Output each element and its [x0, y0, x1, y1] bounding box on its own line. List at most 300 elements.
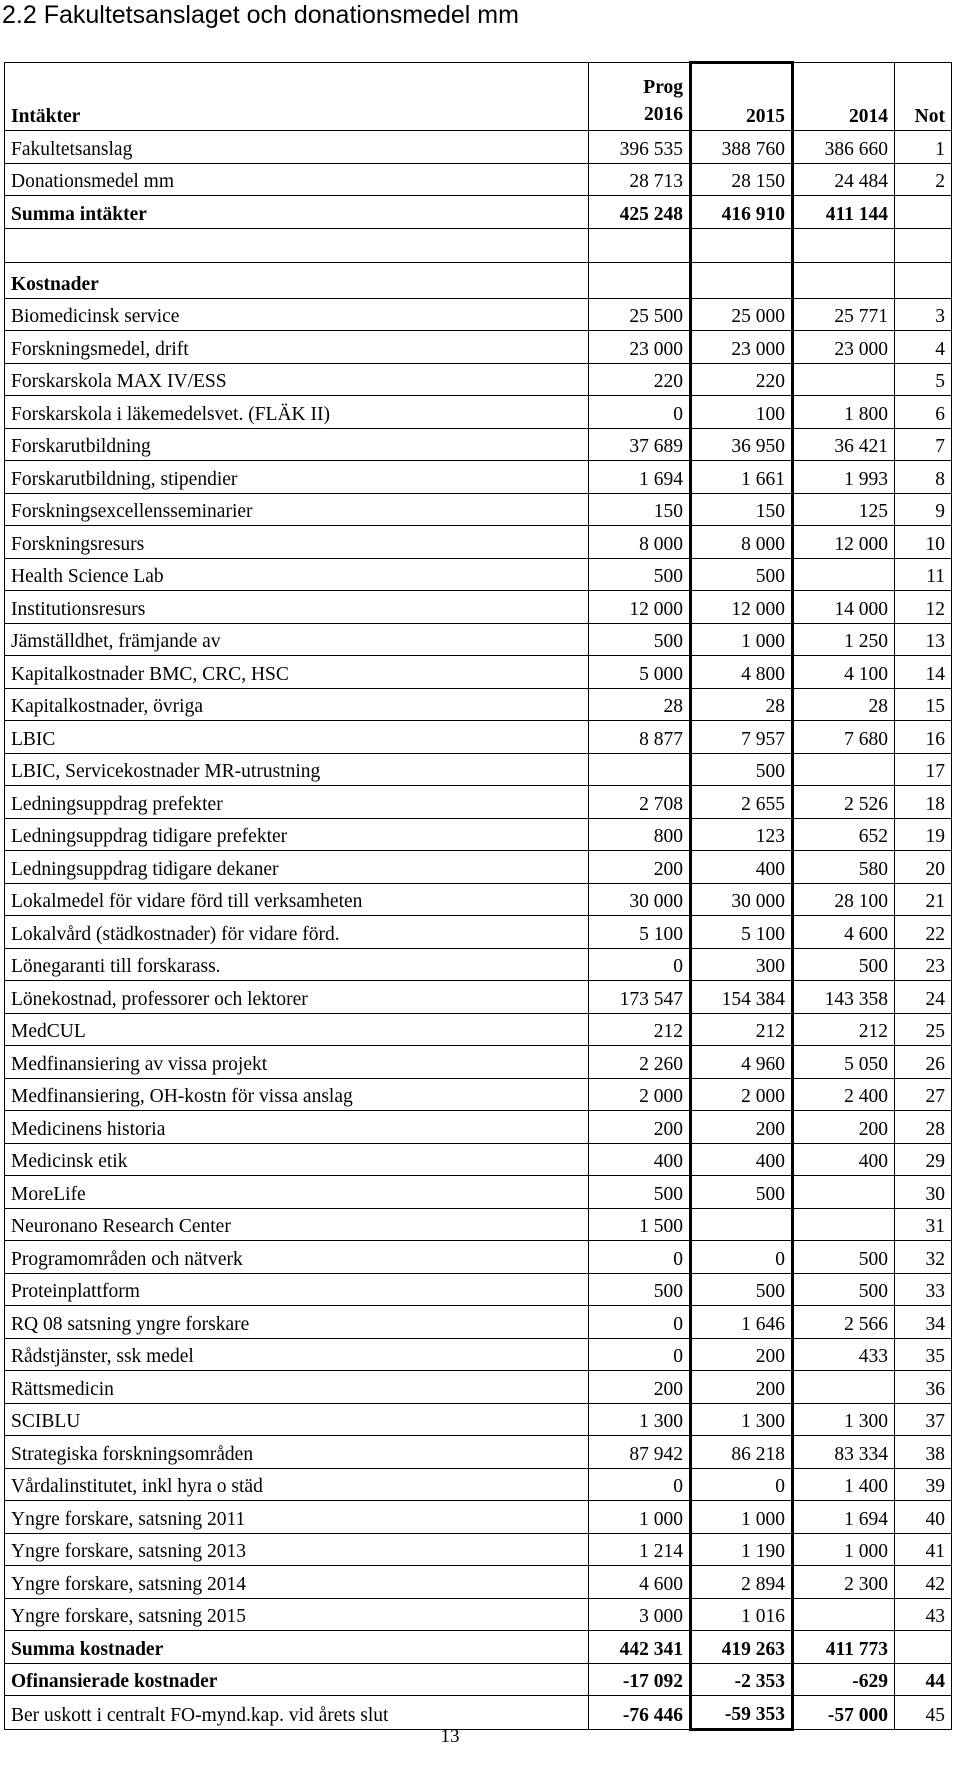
value-not: 34	[895, 1306, 952, 1339]
value-2015: 300	[691, 948, 793, 981]
value-2014: 14 000	[793, 591, 895, 624]
blank-cell	[793, 228, 895, 262]
row-label: Yngre forskare, satsning 2013	[5, 1533, 589, 1566]
income-row	[5, 131, 952, 164]
value-2014: 28	[793, 688, 895, 721]
row-label: Forskarutbildning, stipendier	[5, 461, 589, 494]
value-not: 45	[895, 1696, 952, 1730]
row-label: Medfinansiering, OH-kostn för vissa anslag	[5, 1078, 589, 1111]
value-not: 30	[895, 1176, 952, 1209]
value-not: 3	[895, 298, 952, 331]
value-prog-2016: 500	[589, 623, 691, 656]
spacer-row	[5, 228, 952, 262]
value-2015: 500	[691, 1176, 793, 1209]
value-2014: 83 334	[793, 1436, 895, 1469]
row-label: Forskningsresurs	[5, 526, 589, 559]
value-prog-2016: 1 214	[589, 1533, 691, 1566]
row-label: Biomedicinsk service	[5, 298, 589, 331]
value-prog-2016: 30 000	[589, 883, 691, 916]
cost-row	[5, 883, 952, 916]
income-row	[5, 163, 952, 196]
cost-row	[5, 396, 952, 429]
budget-table-body	[5, 63, 952, 1730]
value-prog-2016: 442 341	[589, 1631, 691, 1664]
row-label: LBIC, Servicekostnader MR-utrustning	[5, 753, 589, 786]
value-2015: -59 353	[691, 1696, 793, 1730]
value-not: 42	[895, 1566, 952, 1599]
cost-row	[5, 1403, 952, 1436]
cost-row	[5, 753, 952, 786]
value-2015: 23 000	[691, 331, 793, 364]
value-not: 12	[895, 591, 952, 624]
cost-row	[5, 363, 952, 396]
row-label: Lokalmedel för vidare förd till verksamheten	[5, 883, 589, 916]
value-2015: 400	[691, 1143, 793, 1176]
table-header-row	[5, 63, 952, 131]
row-label: Ofinansierade kostnader	[5, 1663, 589, 1696]
value-2014: 500	[793, 1273, 895, 1306]
row-label: Forskarutbildning	[5, 428, 589, 461]
value-prog-2016: 25 500	[589, 298, 691, 331]
value-prog-2016: 500	[589, 1273, 691, 1306]
row-label: Forskningsmedel, drift	[5, 331, 589, 364]
value-2015: 400	[691, 851, 793, 884]
cost-row	[5, 428, 952, 461]
row-label: Forskarskola MAX IV/ESS	[5, 363, 589, 396]
header-prog: Prog	[643, 77, 683, 98]
value-2014: 1 400	[793, 1468, 895, 1501]
value-prog-2016: 200	[589, 1371, 691, 1404]
value-prog-2016: 0	[589, 1338, 691, 1371]
value-not: 39	[895, 1468, 952, 1501]
value-2015: 8 000	[691, 526, 793, 559]
row-label: Programområden och nätverk	[5, 1241, 589, 1274]
value-2015: 2 000	[691, 1078, 793, 1111]
header-prog-2016	[589, 63, 691, 131]
row-label: Yngre forskare, satsning 2014	[5, 1566, 589, 1599]
cost-row	[5, 1241, 952, 1274]
row-label: Proteinplattform	[5, 1273, 589, 1306]
value-2014	[793, 753, 895, 786]
value-not: 33	[895, 1273, 952, 1306]
row-label: Summa intäkter	[5, 196, 589, 229]
row-label: Rådstjänster, ssk medel	[5, 1338, 589, 1371]
cost-row	[5, 591, 952, 624]
value-2015: 1 190	[691, 1533, 793, 1566]
value-prog-2016: 800	[589, 818, 691, 851]
value-not: 9	[895, 493, 952, 526]
value-2014: 25 771	[793, 298, 895, 331]
value-2015: 2 894	[691, 1566, 793, 1599]
value-not: 11	[895, 558, 952, 591]
section-heading: 2.2 Fakultetsanslaget och donationsmedel mm	[2, 1, 519, 29]
row-label: Medicinsk etik	[5, 1143, 589, 1176]
row-label: Ledningsuppdrag tidigare dekaner	[5, 851, 589, 884]
value-prog-2016: -17 092	[589, 1663, 691, 1696]
value-prog-2016: 1 694	[589, 461, 691, 494]
value-prog-2016: 200	[589, 851, 691, 884]
value-2014: 125	[793, 493, 895, 526]
value-2015: 7 957	[691, 721, 793, 754]
value-prog-2016: 5 000	[589, 656, 691, 689]
value-2014: 200	[793, 1111, 895, 1144]
cost-row	[5, 1306, 952, 1339]
row-label: Medicinens historia	[5, 1111, 589, 1144]
value-2015: 1 646	[691, 1306, 793, 1339]
value-2015: 2 655	[691, 786, 793, 819]
value-not: 36	[895, 1371, 952, 1404]
value-prog-2016: 0	[589, 1468, 691, 1501]
cost-row	[5, 1111, 952, 1144]
cost-row	[5, 916, 952, 949]
value-not: 8	[895, 461, 952, 494]
value-not: 17	[895, 753, 952, 786]
value-2014: 28 100	[793, 883, 895, 916]
value-not: 7	[895, 428, 952, 461]
header-2014: 2014	[793, 63, 895, 131]
value-not: 26	[895, 1046, 952, 1079]
value-2015: 200	[691, 1338, 793, 1371]
cost-row	[5, 298, 952, 331]
row-label: SCIBLU	[5, 1403, 589, 1436]
value-not: 24	[895, 981, 952, 1014]
value-2014: 1 000	[793, 1533, 895, 1566]
cost-row	[5, 1436, 952, 1469]
value-2015	[691, 1208, 793, 1241]
header-not: Not	[895, 63, 952, 131]
value-not: 31	[895, 1208, 952, 1241]
cost-row	[5, 623, 952, 656]
value-2014	[793, 558, 895, 591]
cost-row	[5, 526, 952, 559]
row-label: Ledningsuppdrag prefekter	[5, 786, 589, 819]
blank-cell	[589, 262, 691, 298]
value-not: 32	[895, 1241, 952, 1274]
costs-heading-row	[5, 262, 952, 298]
value-2014: 2 400	[793, 1078, 895, 1111]
value-not	[895, 1631, 952, 1664]
value-2014: 23 000	[793, 331, 895, 364]
value-prog-2016: 37 689	[589, 428, 691, 461]
cost-row	[5, 1143, 952, 1176]
value-2014	[793, 1371, 895, 1404]
cost-row	[5, 493, 952, 526]
value-prog-2016: 0	[589, 1241, 691, 1274]
value-prog-2016: 1 000	[589, 1501, 691, 1534]
value-2014: 212	[793, 1013, 895, 1046]
value-2014	[793, 1208, 895, 1241]
value-prog-2016: 220	[589, 363, 691, 396]
value-not: 22	[895, 916, 952, 949]
value-not: 15	[895, 688, 952, 721]
cost-row	[5, 1371, 952, 1404]
cost-row	[5, 1176, 952, 1209]
row-label: Forskarskola i läkemedelsvet. (FLÄK II)	[5, 396, 589, 429]
blank-cell	[589, 228, 691, 262]
page-number: 13	[440, 1726, 460, 1747]
value-prog-2016: 87 942	[589, 1436, 691, 1469]
summary-row	[5, 1663, 952, 1696]
value-prog-2016: 28 713	[589, 163, 691, 196]
value-prog-2016: 200	[589, 1111, 691, 1144]
value-2014: 5 050	[793, 1046, 895, 1079]
row-label: Neuronano Research Center	[5, 1208, 589, 1241]
value-2014	[793, 1176, 895, 1209]
value-2014: 36 421	[793, 428, 895, 461]
value-2014: -57 000	[793, 1696, 895, 1730]
row-label: Kapitalkostnader BMC, CRC, HSC	[5, 656, 589, 689]
value-2015: 150	[691, 493, 793, 526]
value-2014	[793, 1598, 895, 1631]
value-not: 27	[895, 1078, 952, 1111]
value-not: 6	[895, 396, 952, 429]
value-2014: 1 250	[793, 623, 895, 656]
row-label: MedCUL	[5, 1013, 589, 1046]
value-2015: 123	[691, 818, 793, 851]
value-not: 38	[895, 1436, 952, 1469]
value-2014: 580	[793, 851, 895, 884]
value-2015: 200	[691, 1371, 793, 1404]
cost-row	[5, 1273, 952, 1306]
row-label: Ber uskott i centralt FO-mynd.kap. vid årets slut	[5, 1696, 589, 1730]
value-2015: 28	[691, 688, 793, 721]
value-prog-2016: 173 547	[589, 981, 691, 1014]
row-label: Fakultetsanslag	[5, 131, 589, 164]
value-prog-2016: 425 248	[589, 196, 691, 229]
value-prog-2016: 0	[589, 948, 691, 981]
row-label: Kapitalkostnader, övriga	[5, 688, 589, 721]
row-label: Lönegaranti till forskarass.	[5, 948, 589, 981]
value-2015: 5 100	[691, 916, 793, 949]
value-2015: 500	[691, 1273, 793, 1306]
value-not: 23	[895, 948, 952, 981]
value-prog-2016: 0	[589, 396, 691, 429]
value-2015: 220	[691, 363, 793, 396]
value-2015: 154 384	[691, 981, 793, 1014]
cost-row	[5, 656, 952, 689]
value-prog-2016: -76 446	[589, 1696, 691, 1730]
value-2015: 25 000	[691, 298, 793, 331]
value-2014: 2 526	[793, 786, 895, 819]
row-label: Vårdalinstitutet, inkl hyra o städ	[5, 1468, 589, 1501]
value-not: 4	[895, 331, 952, 364]
row-label: Lokalvård (städkostnader) för vidare förd.	[5, 916, 589, 949]
value-2015: 200	[691, 1111, 793, 1144]
value-not: 18	[895, 786, 952, 819]
value-not: 29	[895, 1143, 952, 1176]
row-label: Yngre forskare, satsning 2011	[5, 1501, 589, 1534]
income-total-row	[5, 196, 952, 229]
value-prog-2016: 2 000	[589, 1078, 691, 1111]
value-2014: 4 100	[793, 656, 895, 689]
header-2016: 2016	[644, 104, 683, 125]
value-2015: 28 150	[691, 163, 793, 196]
value-prog-2016: 8 000	[589, 526, 691, 559]
value-2015: -2 353	[691, 1663, 793, 1696]
value-prog-2016: 0	[589, 1306, 691, 1339]
value-2014: 1 993	[793, 461, 895, 494]
value-prog-2016	[589, 753, 691, 786]
row-label: Yngre forskare, satsning 2015	[5, 1598, 589, 1631]
value-2014: 500	[793, 948, 895, 981]
cost-row	[5, 1078, 952, 1111]
row-label: Jämställdhet, främjande av	[5, 623, 589, 656]
value-not: 14	[895, 656, 952, 689]
header-2015: 2015	[691, 63, 793, 131]
value-prog-2016: 1 300	[589, 1403, 691, 1436]
value-not	[895, 196, 952, 229]
cost-row	[5, 331, 952, 364]
cost-row	[5, 1046, 952, 1079]
value-prog-2016: 3 000	[589, 1598, 691, 1631]
row-label: Lönekostnad, professorer och lektorer	[5, 981, 589, 1014]
value-not: 2	[895, 163, 952, 196]
value-2015: 416 910	[691, 196, 793, 229]
value-prog-2016: 28	[589, 688, 691, 721]
value-2014: 411 773	[793, 1631, 895, 1664]
value-prog-2016: 500	[589, 558, 691, 591]
value-2015: 0	[691, 1241, 793, 1274]
cost-row	[5, 688, 952, 721]
value-2015: 12 000	[691, 591, 793, 624]
summary-row	[5, 1696, 952, 1730]
blank-cell	[793, 262, 895, 298]
row-label: LBIC	[5, 721, 589, 754]
value-2015: 100	[691, 396, 793, 429]
value-prog-2016: 2 708	[589, 786, 691, 819]
value-2014: 411 144	[793, 196, 895, 229]
value-not: 13	[895, 623, 952, 656]
value-prog-2016: 12 000	[589, 591, 691, 624]
value-2014: 2 300	[793, 1566, 895, 1599]
value-2015: 1 016	[691, 1598, 793, 1631]
blank-cell	[691, 262, 793, 298]
value-2015: 1 300	[691, 1403, 793, 1436]
value-not: 10	[895, 526, 952, 559]
cost-row	[5, 1468, 952, 1501]
value-not: 37	[895, 1403, 952, 1436]
row-label: Medfinansiering av vissa projekt	[5, 1046, 589, 1079]
value-2014: 12 000	[793, 526, 895, 559]
value-2014: 652	[793, 818, 895, 851]
value-2015: 388 760	[691, 131, 793, 164]
value-not: 44	[895, 1663, 952, 1696]
value-2014: 400	[793, 1143, 895, 1176]
value-2015: 1 000	[691, 1501, 793, 1534]
value-2015: 500	[691, 753, 793, 786]
value-not: 19	[895, 818, 952, 851]
value-not: 41	[895, 1533, 952, 1566]
row-label: Institutionsresurs	[5, 591, 589, 624]
cost-row	[5, 786, 952, 819]
row-label: Forskningsexcellensseminarier	[5, 493, 589, 526]
cost-row	[5, 558, 952, 591]
row-label: Ledningsuppdrag tidigare prefekter	[5, 818, 589, 851]
value-not: 28	[895, 1111, 952, 1144]
cost-row	[5, 851, 952, 884]
summary-row	[5, 1631, 952, 1664]
value-not: 35	[895, 1338, 952, 1371]
row-label: Rättsmedicin	[5, 1371, 589, 1404]
value-2014: 500	[793, 1241, 895, 1274]
value-2015: 212	[691, 1013, 793, 1046]
value-2014: 386 660	[793, 131, 895, 164]
value-prog-2016: 1 500	[589, 1208, 691, 1241]
row-label: Summa kostnader	[5, 1631, 589, 1664]
cost-row	[5, 1208, 952, 1241]
cost-row	[5, 948, 952, 981]
value-2015: 36 950	[691, 428, 793, 461]
value-prog-2016: 400	[589, 1143, 691, 1176]
value-2014: 4 600	[793, 916, 895, 949]
value-2014: 433	[793, 1338, 895, 1371]
value-prog-2016: 150	[589, 493, 691, 526]
value-2014	[793, 363, 895, 396]
header-income: Intäkter	[5, 63, 589, 131]
value-not: 5	[895, 363, 952, 396]
value-2015: 500	[691, 558, 793, 591]
value-not: 40	[895, 1501, 952, 1534]
row-label: Health Science Lab	[5, 558, 589, 591]
value-not: 1	[895, 131, 952, 164]
value-prog-2016: 23 000	[589, 331, 691, 364]
row-label: RQ 08 satsning yngre forskare	[5, 1306, 589, 1339]
cost-row	[5, 721, 952, 754]
value-2015: 1 661	[691, 461, 793, 494]
value-prog-2016: 4 600	[589, 1566, 691, 1599]
value-2014: 1 694	[793, 1501, 895, 1534]
value-2014: 24 484	[793, 163, 895, 196]
cost-row	[5, 1533, 952, 1566]
value-prog-2016: 396 535	[589, 131, 691, 164]
value-2014: 1 800	[793, 396, 895, 429]
value-prog-2016: 5 100	[589, 916, 691, 949]
value-not: 43	[895, 1598, 952, 1631]
blank-cell	[5, 228, 589, 262]
value-not: 21	[895, 883, 952, 916]
value-2014: 2 566	[793, 1306, 895, 1339]
value-2015: 86 218	[691, 1436, 793, 1469]
blank-cell	[691, 228, 793, 262]
cost-row	[5, 981, 952, 1014]
value-2014: 143 358	[793, 981, 895, 1014]
row-label: Donationsmedel mm	[5, 163, 589, 196]
cost-row	[5, 1338, 952, 1371]
value-prog-2016: 212	[589, 1013, 691, 1046]
value-2015: 1 000	[691, 623, 793, 656]
value-2015: 4 800	[691, 656, 793, 689]
value-not: 20	[895, 851, 952, 884]
value-2015: 4 960	[691, 1046, 793, 1079]
value-prog-2016: 500	[589, 1176, 691, 1209]
cost-row	[5, 1501, 952, 1534]
value-2015: 30 000	[691, 883, 793, 916]
budget-table	[4, 61, 952, 1731]
row-label: Strategiska forskningsområden	[5, 1436, 589, 1469]
costs-heading: Kostnader	[5, 262, 589, 298]
value-2014: 7 680	[793, 721, 895, 754]
value-not: 16	[895, 721, 952, 754]
cost-row	[5, 1598, 952, 1631]
value-2014: -629	[793, 1663, 895, 1696]
cost-row	[5, 461, 952, 494]
value-not: 25	[895, 1013, 952, 1046]
value-prog-2016: 8 877	[589, 721, 691, 754]
value-2014: 1 300	[793, 1403, 895, 1436]
value-prog-2016: 2 260	[589, 1046, 691, 1079]
cost-row	[5, 818, 952, 851]
value-2015: 0	[691, 1468, 793, 1501]
